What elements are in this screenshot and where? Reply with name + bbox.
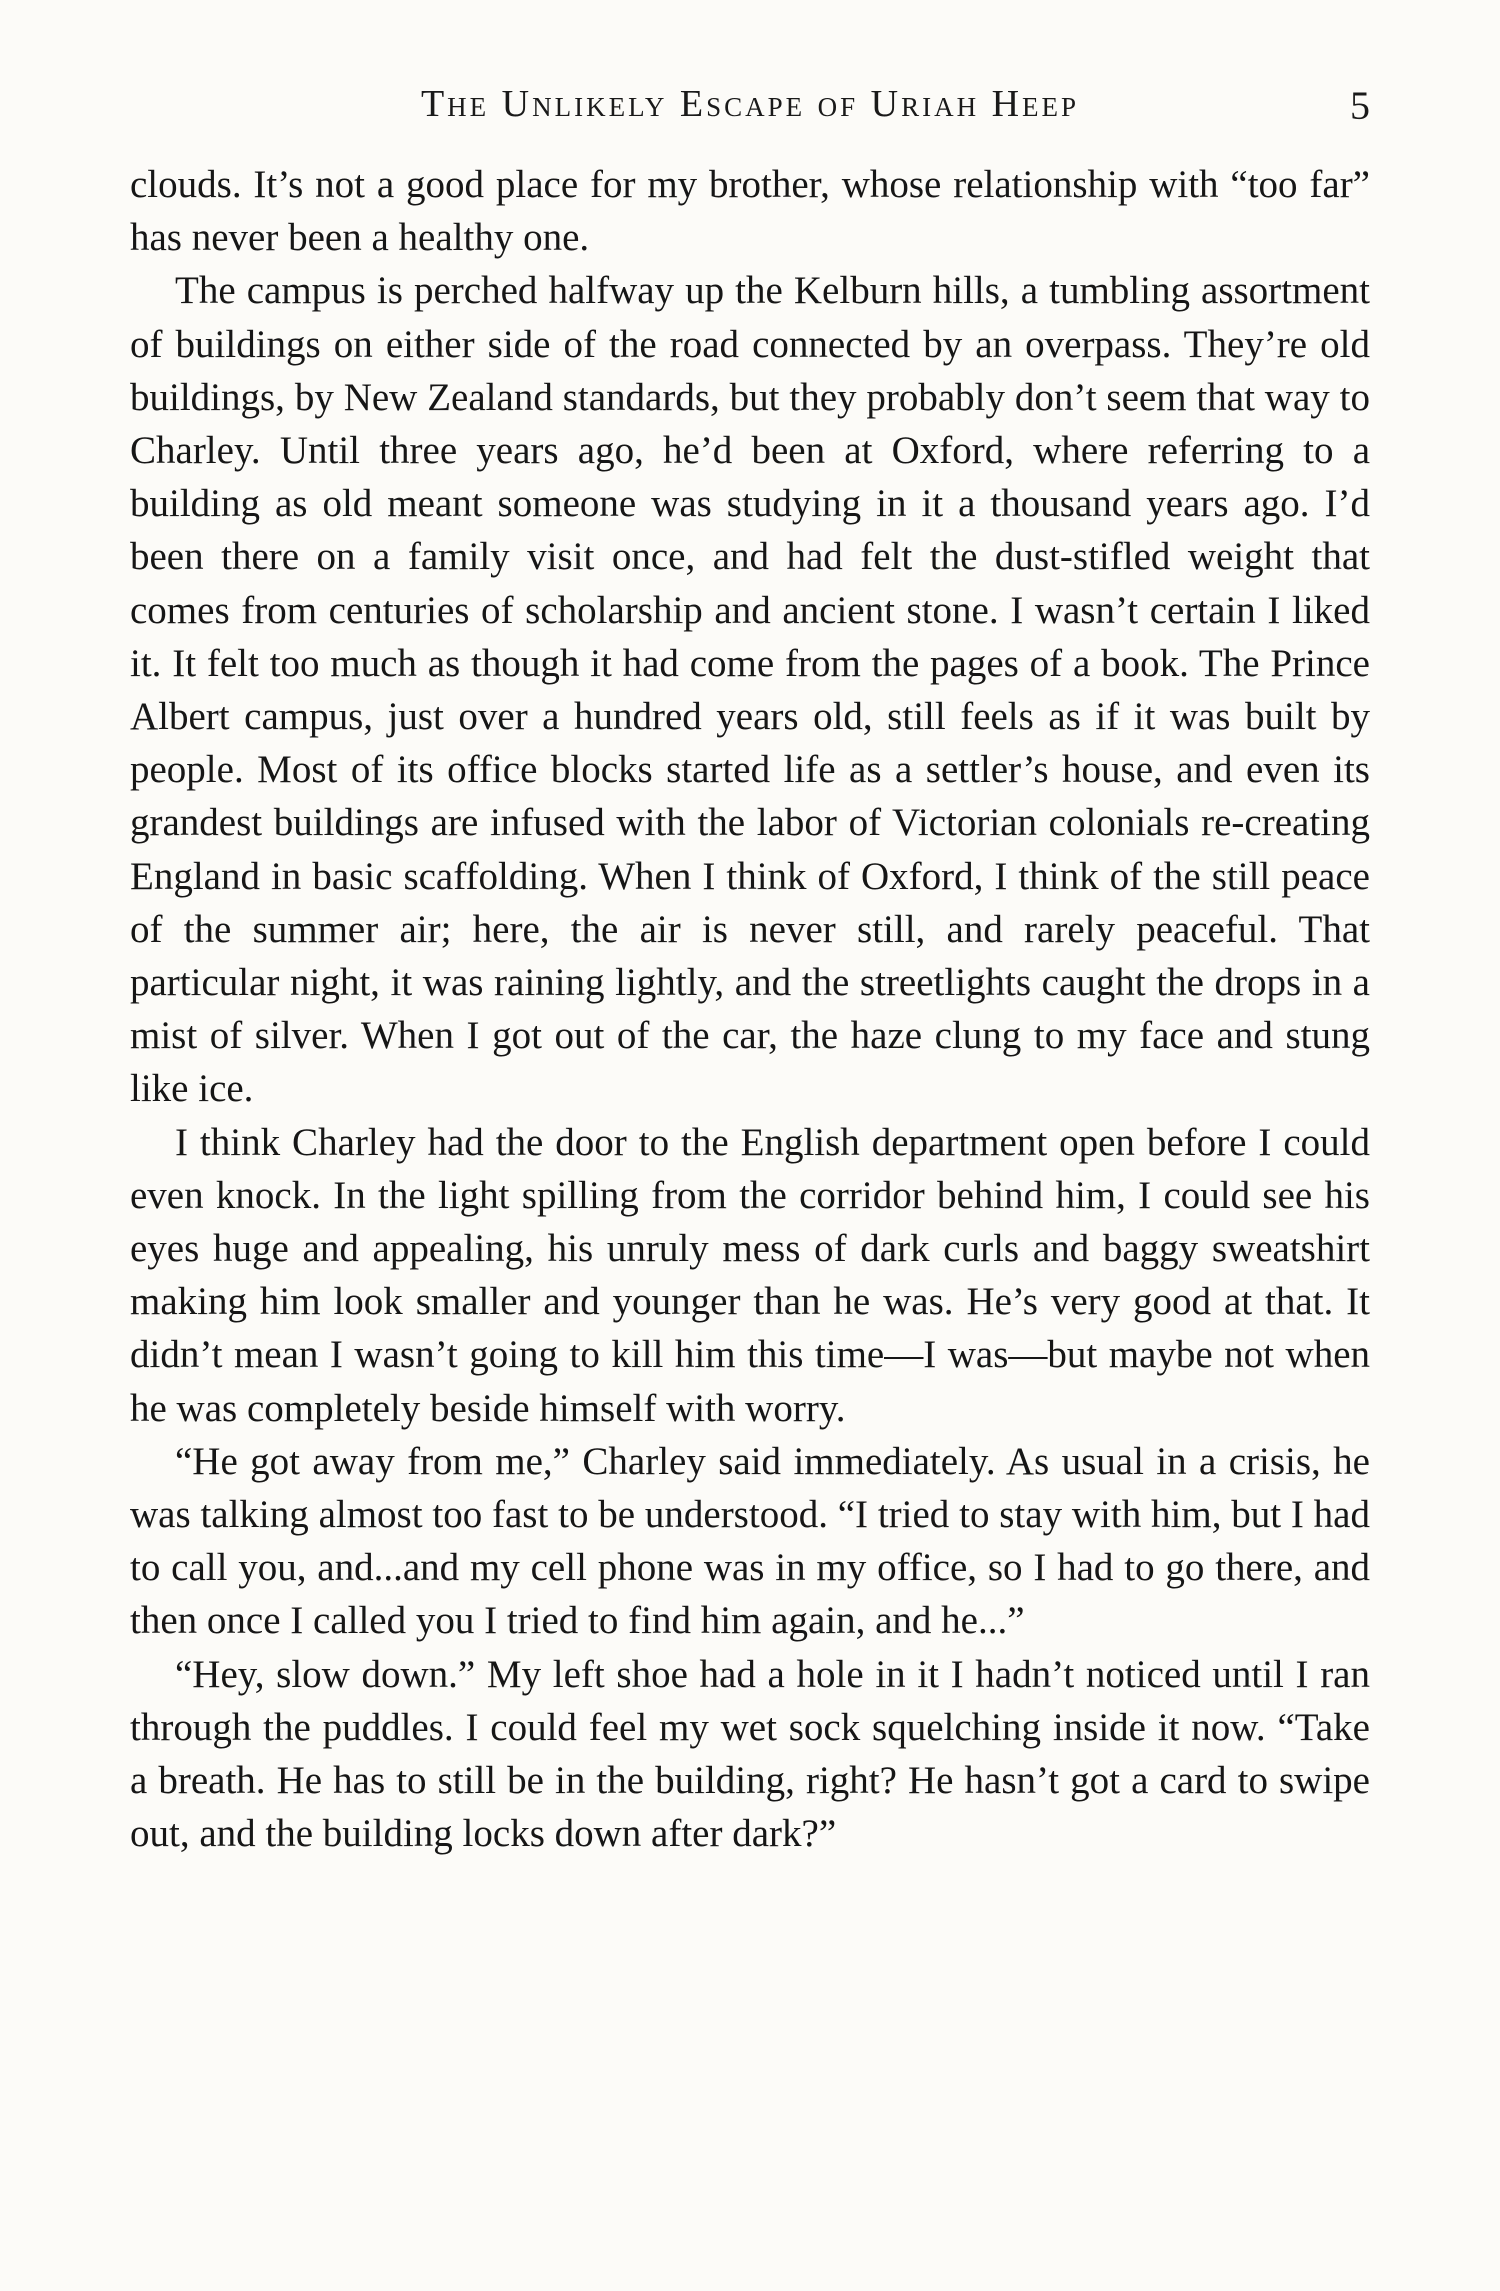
paragraph-1: clouds. It’s not a good place for my brother, whose relationship with “too far” has never been a healthy one. <box>130 163 1370 260</box>
page-number: 5 <box>1350 83 1370 128</box>
paragraph-4: “He got away from me,” Charley said immediately. As usual in a crisis, he was talking almost too fast to be understood. “I tried to stay with him, but I had to call you, and...and my cell phone was in my office, so I had to go there, and then once I called you I tried to find him again, and he...” <box>130 1439 1370 1643</box>
running-head <box>130 82 1370 142</box>
paragraph-5: “Hey, slow down.” My left shoe had a hole in it I hadn’t noticed until I ran through the puddles. I could feel my wet sock squelching inside it now. “Take a breath. He has to still be in the building, right? He hasn’t got a card to swipe out, and the building locks down after dark?” <box>130 1652 1370 1856</box>
paragraph-3: I think Charley had the door to the English department open before I could even knock. In the light spilling from the corridor behind him, I could see his eyes huge and appealing, his unruly mess of dark curls and baggy sweatshirt making him look smaller and younger than he was. He’s very good at that. It didn’t mean I wasn’t going to kill him this time—I was—but maybe not when he was completely beside himself with worry. <box>130 1120 1370 1430</box>
paragraph-2: The campus is perched halfway up the Kelburn hills, a tumbling assortment of buildings on either side of the road connected by an overpass. They’re old buildings, by New Zealand standards, but they probably don’t seem that way to Charley. Until three years ago, he’d been at Oxford, where referring to a building as old meant someone was studying in it a thousand years ago. I’d been there on a family visit once, and had felt the dust-stifled weight that comes from centuries of scholarship and ancient stone. I wasn’t certain I liked it. It felt too much as though it had come from the pages of a book. The Prince Albert campus, just over a hundred years old, still feels as if it was built by people. Most of its office blocks started life as a settler’s house, and even its grandest buildings are infused with the labor of Victorian colonials re-creating England in basic scaffolding. When I think of Oxford, I think of the still peace of the summer air; here, the air is never still, and rarely peaceful. That particular night, it was raining lightly, and the streetlights caught the drops in a mist of silver. When I got out of the car, the haze clung to my face and stung like ice. <box>130 269 1370 1111</box>
body-text <box>130 158 1370 1861</box>
running-title: The Unlikely Escape of Uriah Heep <box>420 83 1080 125</box>
